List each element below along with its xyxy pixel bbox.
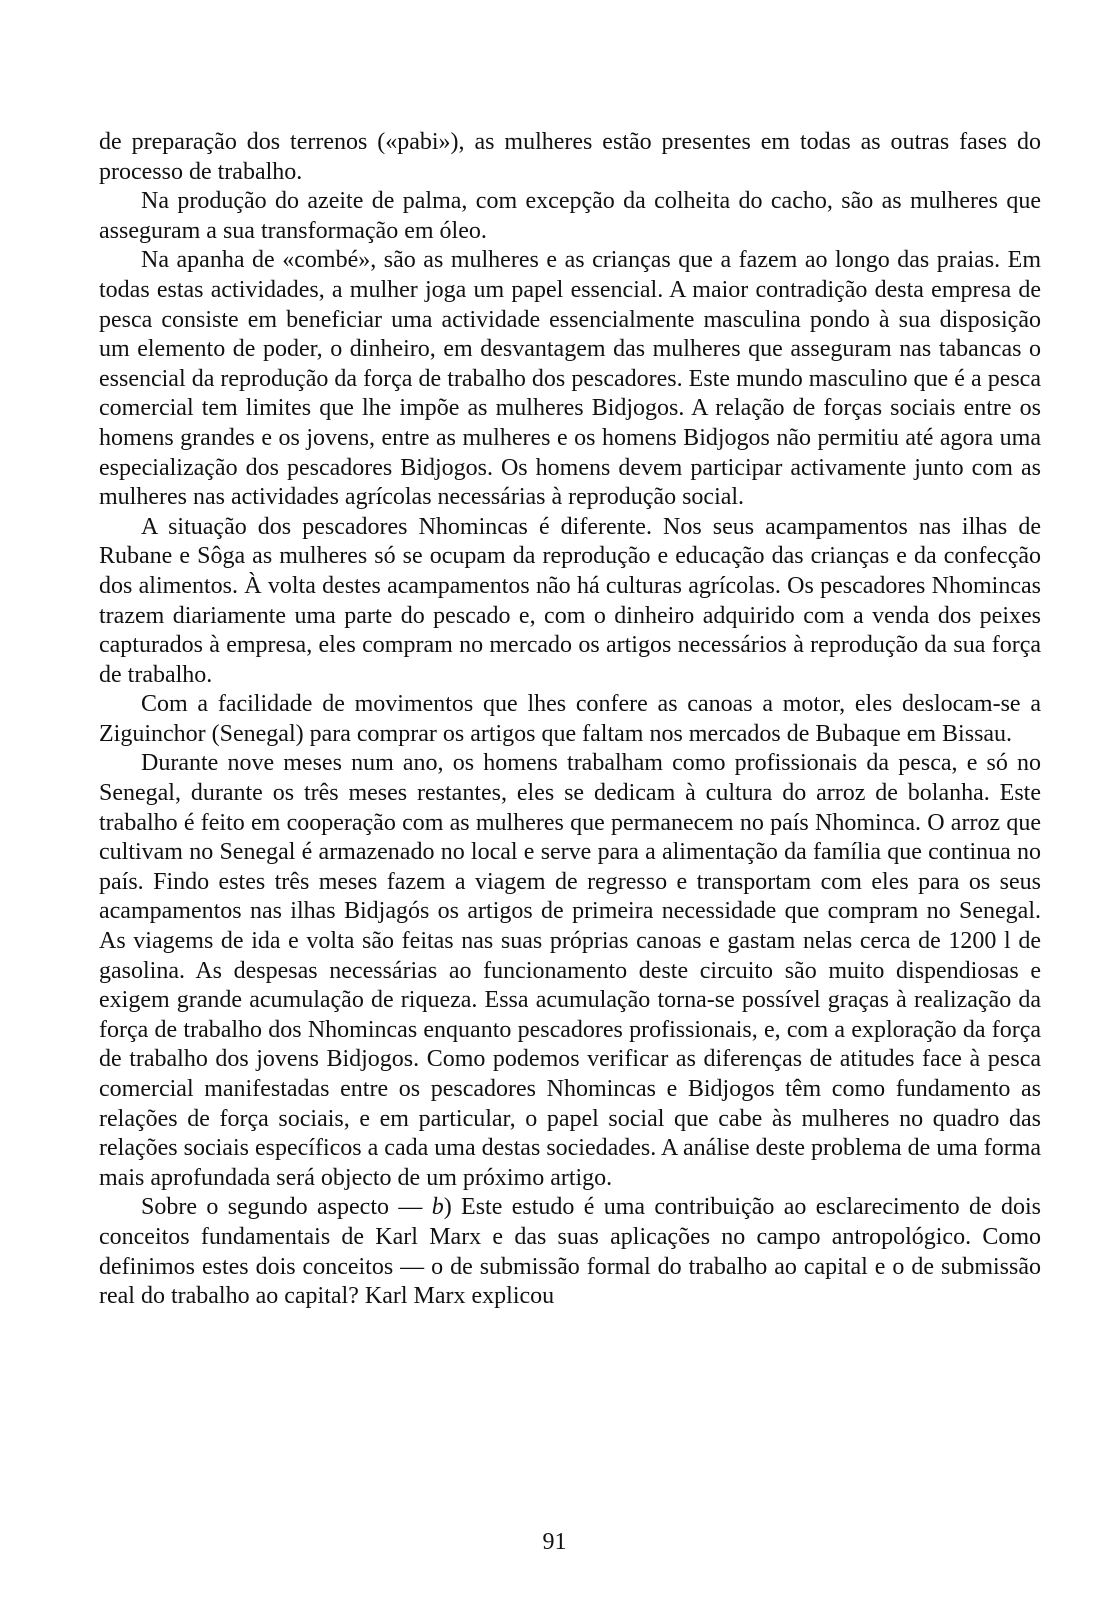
paragraph-4: A situação dos pescadores Nhomincas é diferente. Nos seus acampamentos nas ilhas de Rubane e Sôga as mulheres só se ocupam da reprodução e educação das crianças e da confecção dos alimentos. À volta destes acampamentos não há culturas agrícolas. Os pescadores Nhomincas trazem diariamente uma parte do pescado e, com o dinheiro adquirido com a venda dos peixes capturados à empresa, eles compram no mercado os artigos necessários à reprodução da sua força de trabalho. [99, 513, 1041, 688]
paragraph-6: Durante nove meses num ano, os homens trabalham como profissionais da pesca, e só no Senegal, durante os três meses restantes, eles se dedicam à cultura do arroz de bolanha. Este trabalho é feito em cooperação com as mulheres que permanecem no país Nhominca. O arroz que cultivam no Senegal é armazenado no local e serve para a alimentação da família que continua no país. Findo estes três meses fazem a viagem de regresso e transportam com eles para os seus acampamentos nas ilhas Bidjagós os artigos de primeira necessidade que compram no Senegal. As viagems de ida e volta são feitas nas suas próprias canoas e gastam nelas cerca de 1200 l de gasolina. As despesas necessárias ao funcionamento deste circuito são muito dispendiosas e exigem grande acumulação de riqueza. Essa acumulação torna-se possível graças à realização da força de trabalho dos Nhomincas enquanto pescadores profissionais, e, com a exploração da força de trabalho dos jovens Bidjogos. Como podemos verificar as diferenças de atitudes face à pesca comercial manifestadas entre os pescadores Nhomincas e Bidjogos têm como fundamento as relações de força sociais, e em particular, o papel social que cabe às mulheres no quadro das relações sociais específicos a cada uma destas sociedades. A análise deste problema de uma forma mais aprofundada será objecto de um próximo artigo. [99, 750, 1041, 1191]
paragraph-1: de preparação dos terrenos («pabi»), as mulheres estão presentes em todas as outras fases do processo de trabalho. [99, 129, 1041, 185]
item-marker: b [431, 1194, 444, 1221]
paragraph-3: Na apanha de «combé», são as mulheres e as crianças que a fazem ao longo das praias. Em todas estas actividades, a mulher joga um papel essencial. A maior contradição desta empresa de pesca consiste em beneficiar uma actividade essencialmente masculina pondo à sua disposição um elemento de poder, o dinheiro, em desvantagem das mulheres que asseguram nas tabancas o essencial da reprodução da força de trabalho dos pescadores. Este mundo masculino que é a pesca comercial tem limites que lhe impõe as mulheres Bidjogos. A relação de forças sociais entre os homens grandes e os jovens, entre as mulheres e os homens Bidjogos não permitiu até agora uma especialização dos pescadores Bidjogos. Os homens devem participar activamente junto com as mulheres nas actividades agrícolas necessárias à reprodução social. [99, 247, 1041, 511]
body-text [99, 128, 1041, 1312]
paragraph-7: Sobre o segundo aspecto — b) Este estudo é uma contribuição ao esclarecimento de dois conceitos fundamentais de Karl Marx e das suas aplicações no campo antropológico. Como definimos estes dois conceitos — o de submissão formal do trabalho ao capital e o de submissão real do trabalho ao capital? Karl Marx explicou [99, 1194, 1041, 1310]
paragraph-5: Com a facilidade de movimentos que lhes confere as canoas a motor, eles deslocam-se a Ziguinchor (Senegal) para comprar os artigos que faltam nos mercados de Bubaque em Bissau. [99, 691, 1041, 747]
paragraph-2: Na produção do azeite de palma, com excepção da colheita do cacho, são as mulheres que asseguram a sua transformação em óleo. [99, 188, 1041, 244]
page-number: 91 [542, 1529, 567, 1555]
